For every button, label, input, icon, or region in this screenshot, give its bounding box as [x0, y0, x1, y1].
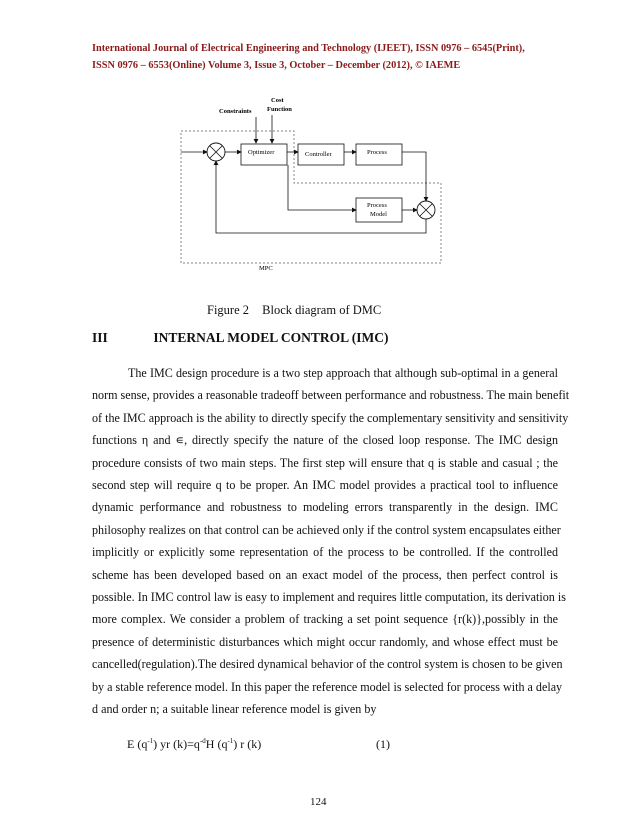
equation-number: (1)	[376, 737, 390, 751]
equation-part: H (q	[205, 737, 228, 751]
paragraph-line: functions η and ∊, directly specify the nature of the closed loop response. The IMC design	[92, 433, 558, 448]
paragraph-line: more complex. We consider a problem of tracking a set point sequence {r(k)},possibly in the	[92, 612, 558, 627]
section-title: INTERNAL MODEL CONTROL (IMC)	[153, 330, 389, 345]
paragraph-line: scheme has been developed based on an exact model of the process, then perfect control is	[92, 567, 558, 582]
optimizer-label: Optimizer	[248, 149, 275, 156]
journal-header	[92, 40, 562, 74]
header-line-1: International Journal of Electrical Engineering and Technology (IJEET), ISSN 0976 – 6545(Print),	[92, 43, 525, 54]
figure-number: Figure 2	[207, 303, 250, 317]
controller-label: Controller	[305, 151, 332, 158]
body-paragraph	[92, 362, 570, 721]
equation-part: ) yr (k)=q	[153, 737, 200, 751]
paragraph-line: procedure consists of two main steps. The first step will ensure that q is stable and casual ; the	[92, 455, 558, 470]
paragraph-line: possible. In IMC control law is easy to implement and requires little computation, its derivation is	[92, 590, 566, 605]
paragraph-line: The IMC design procedure is a two step approach that although sub-optimal in a general	[128, 366, 558, 380]
paragraph-line: second step will require q to be proper. An IMC model provides a practical tool to influence	[92, 478, 558, 493]
equation-superscript: -1	[227, 737, 234, 745]
equation-part: ) r (k)	[233, 737, 262, 751]
section-heading	[92, 330, 389, 346]
paragraph-line: philosophy realizes on that control can be achieved only if the control system encapsulates either	[92, 522, 561, 537]
equation-1	[127, 737, 261, 752]
figure-title: Block diagram of DMC	[262, 303, 382, 317]
equation-part: E (q	[127, 737, 148, 751]
paragraph-line: dynamic performance and robustness to modeling errors transparently in the design. IMC	[92, 500, 558, 515]
paragraph-line: norm sense, provides a reasonable tradeoff between performance and robustness. The main benefit	[92, 388, 570, 403]
equation-superscript: -d	[199, 737, 206, 745]
dmc-block-diagram	[176, 93, 446, 273]
paragraph-line: implicitly or explicitly some representation of the process to be controlled. If the controlled	[92, 545, 558, 560]
mpc-label: MPC	[259, 265, 273, 272]
summing-junction-2	[417, 201, 435, 219]
figure-caption	[207, 303, 381, 318]
process-model-label-2: Model	[370, 211, 387, 218]
process-label: Process	[367, 149, 387, 156]
section-number: III	[92, 330, 108, 345]
process-model-label-1: Process	[367, 202, 387, 209]
function-label: Function	[267, 106, 292, 113]
constraints-label: Constraints	[219, 108, 252, 115]
paragraph-line: of the IMC approach is the ability to directly specify the complementary sensitivity and sensitivity	[92, 410, 569, 425]
paragraph-line: by a stable reference model. In this paper the reference model is selected for process with a delay	[92, 679, 563, 694]
summing-junction-1	[207, 143, 225, 161]
cost-label: Cost	[271, 97, 284, 104]
paragraph-line: cancelled(regulation).The desired dynamical behavior of the control system is chosen to be given	[92, 657, 563, 672]
equation-superscript: -1	[147, 737, 154, 745]
paragraph-line: d and order n; a suitable linear reference model is given by	[92, 702, 377, 717]
paragraph-line: presence of deterministic disturbances which might occur randomly, and whose effect must be	[92, 634, 558, 649]
page-number: 124	[310, 796, 327, 808]
header-line-2: ISSN 0976 – 6553(Online) Volume 3, Issue 3, October – December (2012), © IAEME	[92, 60, 461, 71]
